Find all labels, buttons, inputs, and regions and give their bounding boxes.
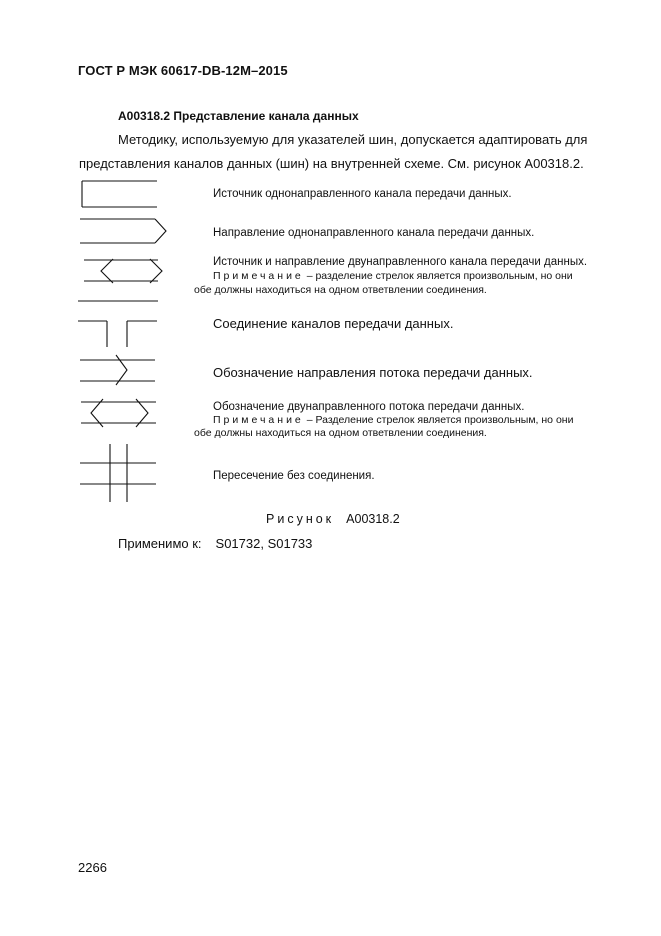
- legend-text-6: Обозначение двунаправленного потока передачи данных.: [213, 401, 525, 413]
- document-header: ГОСТ Р МЭК 60617-DB-12M–2015: [78, 63, 288, 78]
- symbol-flow-direction: [80, 355, 155, 385]
- legend-note-6-line-2: обе должны находиться на одном ответвлении соединения.: [194, 427, 487, 439]
- paragraph-line-2: представления каналов данных (шин) на внутренней схеме. См. рисунок A00318.2.: [79, 156, 584, 171]
- note-text: – Разделение стрелок является произвольным, но они: [303, 414, 574, 426]
- symbol-bidirectional-flow: [81, 399, 156, 427]
- legend-text-3: Источник и направление двунаправленного канала передачи данных.: [213, 256, 588, 268]
- figure-label: Рисунок: [266, 512, 335, 526]
- symbol-bidirectional-source-direction: [78, 259, 162, 301]
- symbol-crossing-no-connection: [80, 444, 156, 502]
- figure-caption: [266, 512, 400, 526]
- note-text: – разделение стрелок является произвольным, но они: [303, 270, 573, 282]
- legend-text-2: Направление однонаправленного канала передачи данных.: [213, 227, 535, 239]
- applies-value: S01732, S01733: [215, 536, 313, 551]
- legend-note-3: [213, 270, 573, 282]
- note-label: Примечание: [213, 414, 304, 426]
- note-label: Примечание: [213, 270, 304, 282]
- paragraph-line-1: Методику, используемую для указателей шин, допускается адаптировать для: [118, 132, 588, 147]
- symbol-unidirectional-source: [82, 181, 157, 207]
- legend-note-3-line-2: обе должны находиться на одном ответвлении соединения.: [194, 284, 487, 296]
- legend-text-1: Источник однонаправленного канала передачи данных.: [213, 188, 512, 200]
- symbol-unidirectional-direction: [80, 219, 166, 243]
- section-heading: A00318.2 Представление канала данных: [118, 109, 359, 123]
- symbol-channel-junction: [78, 321, 157, 347]
- figure-number: A00318.2: [346, 512, 400, 526]
- legend-text-4: Соединение каналов передачи данных.: [213, 316, 454, 331]
- page-number: 2266: [78, 860, 107, 875]
- applies-to: [118, 536, 312, 551]
- applies-label: Применимо к:: [118, 536, 202, 551]
- legend-text-7: Пересечение без соединения.: [213, 470, 375, 482]
- legend-text-5: Обозначение направления потока передачи данных.: [213, 365, 533, 380]
- legend-note-6: [213, 414, 573, 426]
